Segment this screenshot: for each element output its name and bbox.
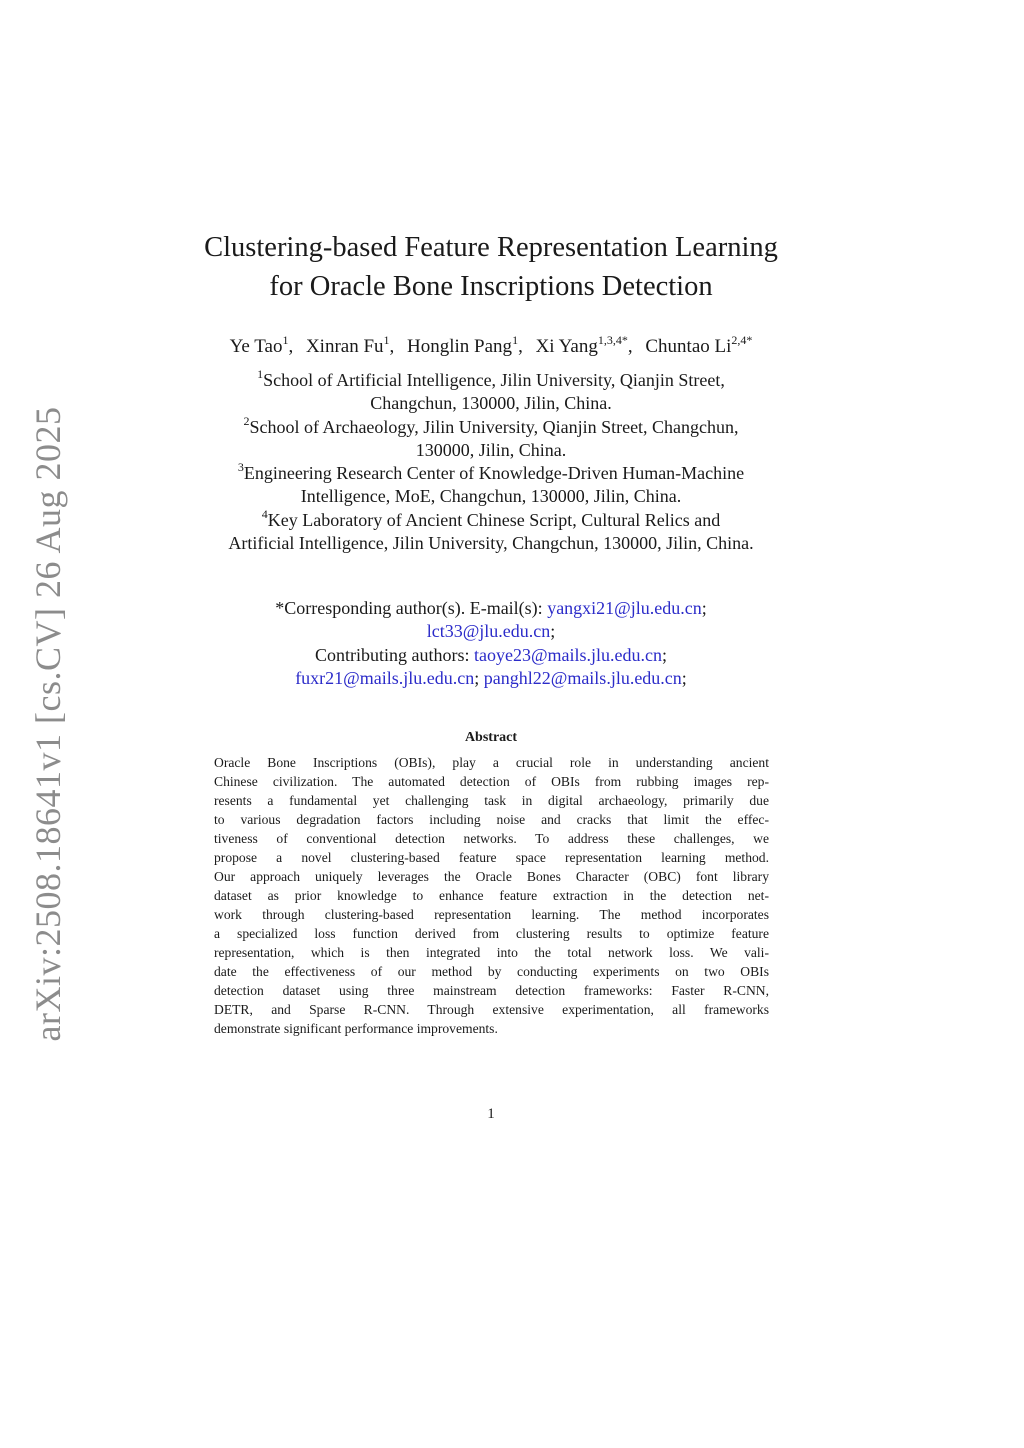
separator: ; xyxy=(550,621,556,642)
author-affiliation-mark: 1 xyxy=(512,332,519,347)
title-line-1: Clustering-based Feature Representation Learning xyxy=(204,232,778,263)
affiliation-line xyxy=(120,506,862,532)
affiliation-line: Intelligence, MoE, Changchun, 130000, Jilin, China. xyxy=(300,486,682,507)
author-list: Ye Tao$^1$, Xinran Fu$^1$, Honglin Pang$^1$, Xi Yang$^{1,3,4*}$, Chuntao $Li^{2,4*}$ xyxy=(229,332,753,357)
corresponding-line xyxy=(120,597,862,620)
email-link[interactable]: taoye23@mails.jlu.edu.cn xyxy=(473,644,663,665)
abstract-line: propose a novel clustering-based feature space representation learning method. xyxy=(214,850,769,865)
affiliation-text: Key Laboratory of Ancient Chinese Script, Cultural Relics and xyxy=(267,509,721,530)
affiliation-mark: 1 xyxy=(257,367,264,381)
affiliation-line: Artificial Intelligence, Jilin University, Changchun, 130000, Jilin, China. xyxy=(228,533,754,554)
separator: ; xyxy=(474,667,480,688)
affiliation-text: School of Artificial Intelligence, Jilin University, Qianjin Street, xyxy=(263,370,725,390)
abstract-line: work through clustering-based representation learning. The method incorporates xyxy=(214,907,769,922)
separator: ; xyxy=(662,644,668,665)
email-link[interactable]: lct33@jlu.edu.cn xyxy=(426,621,551,642)
author-name: Ye Tao xyxy=(229,336,283,357)
contributing-line xyxy=(120,644,862,667)
author-name: Xinran Fu xyxy=(305,336,384,357)
email-link[interactable]: panghl22@mails.jlu.edu.cn xyxy=(483,667,682,688)
separator: ; xyxy=(681,667,687,688)
affiliation-line xyxy=(120,413,862,439)
paper-title xyxy=(150,228,832,306)
contact-block xyxy=(120,597,862,690)
affiliation-line: 130000, Jilin, China. xyxy=(415,439,567,460)
page-number: 1 xyxy=(487,1106,495,1122)
abstract-line: date the effectiveness of our method by conducting experiments on two OBIs xyxy=(214,964,769,979)
author-affiliation-mark: 1 xyxy=(282,332,289,347)
abstract-line: resents a fundamental yet challenging task in digital archaeology, primarily due xyxy=(214,793,769,808)
contributing-line xyxy=(120,667,862,690)
affiliation-mark: 4 xyxy=(261,506,268,521)
email-link[interactable]: fuxr21@mails.jlu.edu.cn xyxy=(295,667,475,688)
affiliation-text: School of Archaeology, Jilin University, Qianjin Street, Changchun, xyxy=(249,416,739,437)
abstract-heading: Abstract xyxy=(464,730,518,745)
author-name: Honglin Pang xyxy=(407,336,513,357)
abstract-line: Chinese civilization. The automated detection of OBIs from rubbing images rep- xyxy=(214,774,769,789)
author-name: Chuntao Li xyxy=(645,336,732,357)
abstract-line: demonstrate significant performance improvements. xyxy=(214,1021,498,1036)
abstract-line: a specialized loss function derived from clustering results to optimize feature xyxy=(214,926,769,941)
affiliation-line: Changchun, 130000, Jilin, China. xyxy=(370,393,612,414)
abstract-line: dataset as prior knowledge to enhance feature extraction in the detection net- xyxy=(214,888,769,903)
affiliation-mark: 2 xyxy=(243,413,250,428)
abstract-line: tiveness of conventional detection networks. To address these challenges, we xyxy=(214,831,769,846)
contributing-label: Contributing authors: xyxy=(314,644,470,665)
corresponding-label: *Corresponding author(s). E-mail(s): xyxy=(275,598,543,618)
affiliation-text: Engineering Research Center of Knowledge-Driven Human-Machine xyxy=(243,463,745,484)
arxiv-identifier: arXiv:2508.18641v1 [cs.CV] 26 Aug 2025 xyxy=(28,406,68,1042)
separator: ; xyxy=(701,598,707,618)
abstract-line: Our approach uniquely leverages the Oracle Bones Character (OBC) font library xyxy=(214,869,769,884)
affiliation-line xyxy=(120,462,862,485)
author-affiliation-mark: 1 xyxy=(383,332,390,347)
email-link[interactable]: yangxi21@jlu.edu.cn xyxy=(547,598,702,618)
author-affiliation-mark: 1,3,4* xyxy=(597,332,628,347)
author-affiliation-mark: 2,4* xyxy=(731,332,753,347)
abstract-line: representation, which is then integrated into the total network loss. We vali- xyxy=(214,945,769,960)
title-line-2: for Oracle Bone Inscriptions Detection xyxy=(269,271,713,302)
abstract-line: DETR, and Sparse R-CNN. Through extensive experimentation, all frameworks xyxy=(214,1002,769,1017)
affiliation-list xyxy=(120,369,862,555)
abstract-line: detection dataset using three mainstream detection frameworks: Faster R-CNN, xyxy=(214,983,769,998)
author-name: Xi Yang xyxy=(535,336,598,357)
abstract-body xyxy=(214,753,769,1038)
abstract-line: Oracle Bone Inscriptions (OBIs), play a crucial role in understanding ancient xyxy=(214,755,769,770)
corresponding-line xyxy=(120,620,862,643)
affiliation-line xyxy=(120,369,862,392)
affiliation-mark: 3 xyxy=(237,460,244,475)
abstract-line: to various degradation factors including noise and cracks that limit the effec- xyxy=(214,812,769,827)
